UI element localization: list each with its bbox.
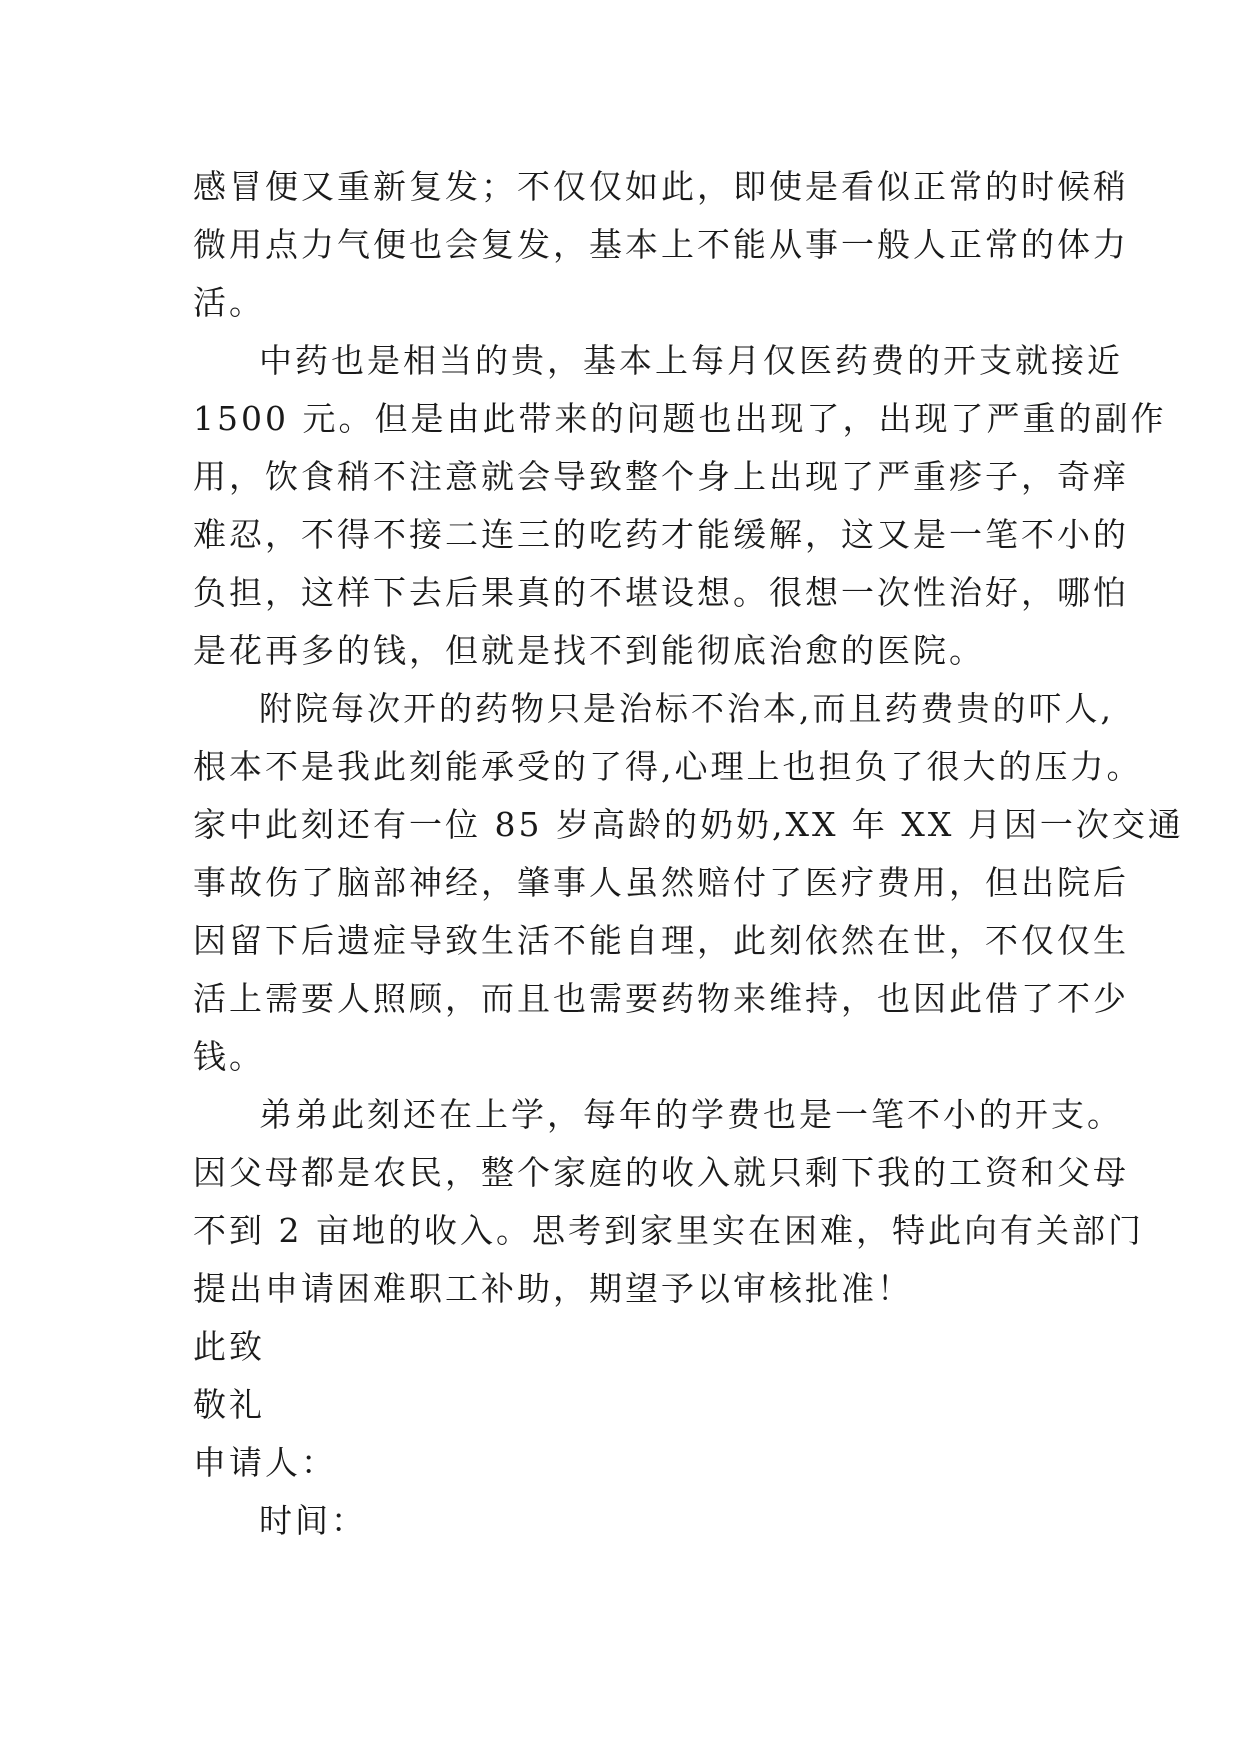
text-line: 用，饮食稍不注意就会导致整个身上出现了严重疹子，奇痒 — [193, 457, 1129, 496]
text-line: 附院每次开的药物只是治标不治本,而且药费贵的吓人, — [259, 689, 1114, 728]
text-line: 提出申请困难职工补助，期望予以审核批准！ — [193, 1269, 913, 1308]
text-line: 因父母都是农民，整个家庭的收入就只剩下我的工资和父母 — [193, 1153, 1129, 1192]
text-line: 中药也是相当的贵，基本上每月仅医药费的开支就接近 — [259, 341, 1123, 380]
text-line: 弟弟此刻还在上学，每年的学费也是一笔不小的开支。 — [259, 1095, 1123, 1134]
text-line: 微用点力气便也会复发，基本上不能从事一般人正常的体力 — [193, 225, 1129, 264]
paragraph-request — [193, 1086, 1144, 1318]
text-line: 不到 2 亩地的收入。思考到家里实在困难，特此向有关部门 — [193, 1211, 1144, 1250]
text-line: 活上需要人照顾，而且也需要药物来维持，也因此借了不少 — [193, 979, 1129, 1018]
applicant-label: 申请人： — [193, 1443, 337, 1482]
text-line: 感冒便又重新复发；不仅仅如此，即使是看似正常的时候稍 — [193, 167, 1129, 206]
text-line: 家中此刻还有一位 85 岁高龄的奶奶,XX 年 XX 月因一次交通 — [193, 805, 1184, 844]
letter-body — [193, 158, 1184, 1550]
paragraph-family-burden — [193, 680, 1184, 1086]
text-line: 负担，这样下去后果真的不堪设想。很想一次性治好，哪怕 — [193, 573, 1129, 612]
text-line: 钱。 — [193, 1037, 265, 1076]
text-line: 事故伤了脑部神经，肇事人虽然赔付了医疗费用，但出院后 — [193, 863, 1129, 902]
text-line: 是花再多的钱，但就是找不到能彻底治愈的医院。 — [193, 631, 985, 670]
text-line: 难忍，不得不接二连三的吃药才能缓解，这又是一笔不小的 — [193, 515, 1129, 554]
time-label: 时间： — [259, 1501, 367, 1540]
paragraph-illness — [193, 158, 1129, 332]
text-line: 因留下后遗症导致生活不能自理，此刻依然在世，不仅仅生 — [193, 921, 1129, 960]
text-line: 1500 元。但是由此带来的问题也出现了，出现了严重的副作 — [193, 399, 1167, 438]
text-line: 根本不是我此刻能承受的了得,心理上也担负了很大的压力。 — [193, 747, 1143, 786]
closing-salutation: 此致 — [193, 1327, 265, 1366]
paragraph-medicine-cost — [193, 332, 1167, 680]
closing-regards: 敬礼 — [193, 1385, 265, 1424]
text-line: 活。 — [193, 283, 265, 322]
